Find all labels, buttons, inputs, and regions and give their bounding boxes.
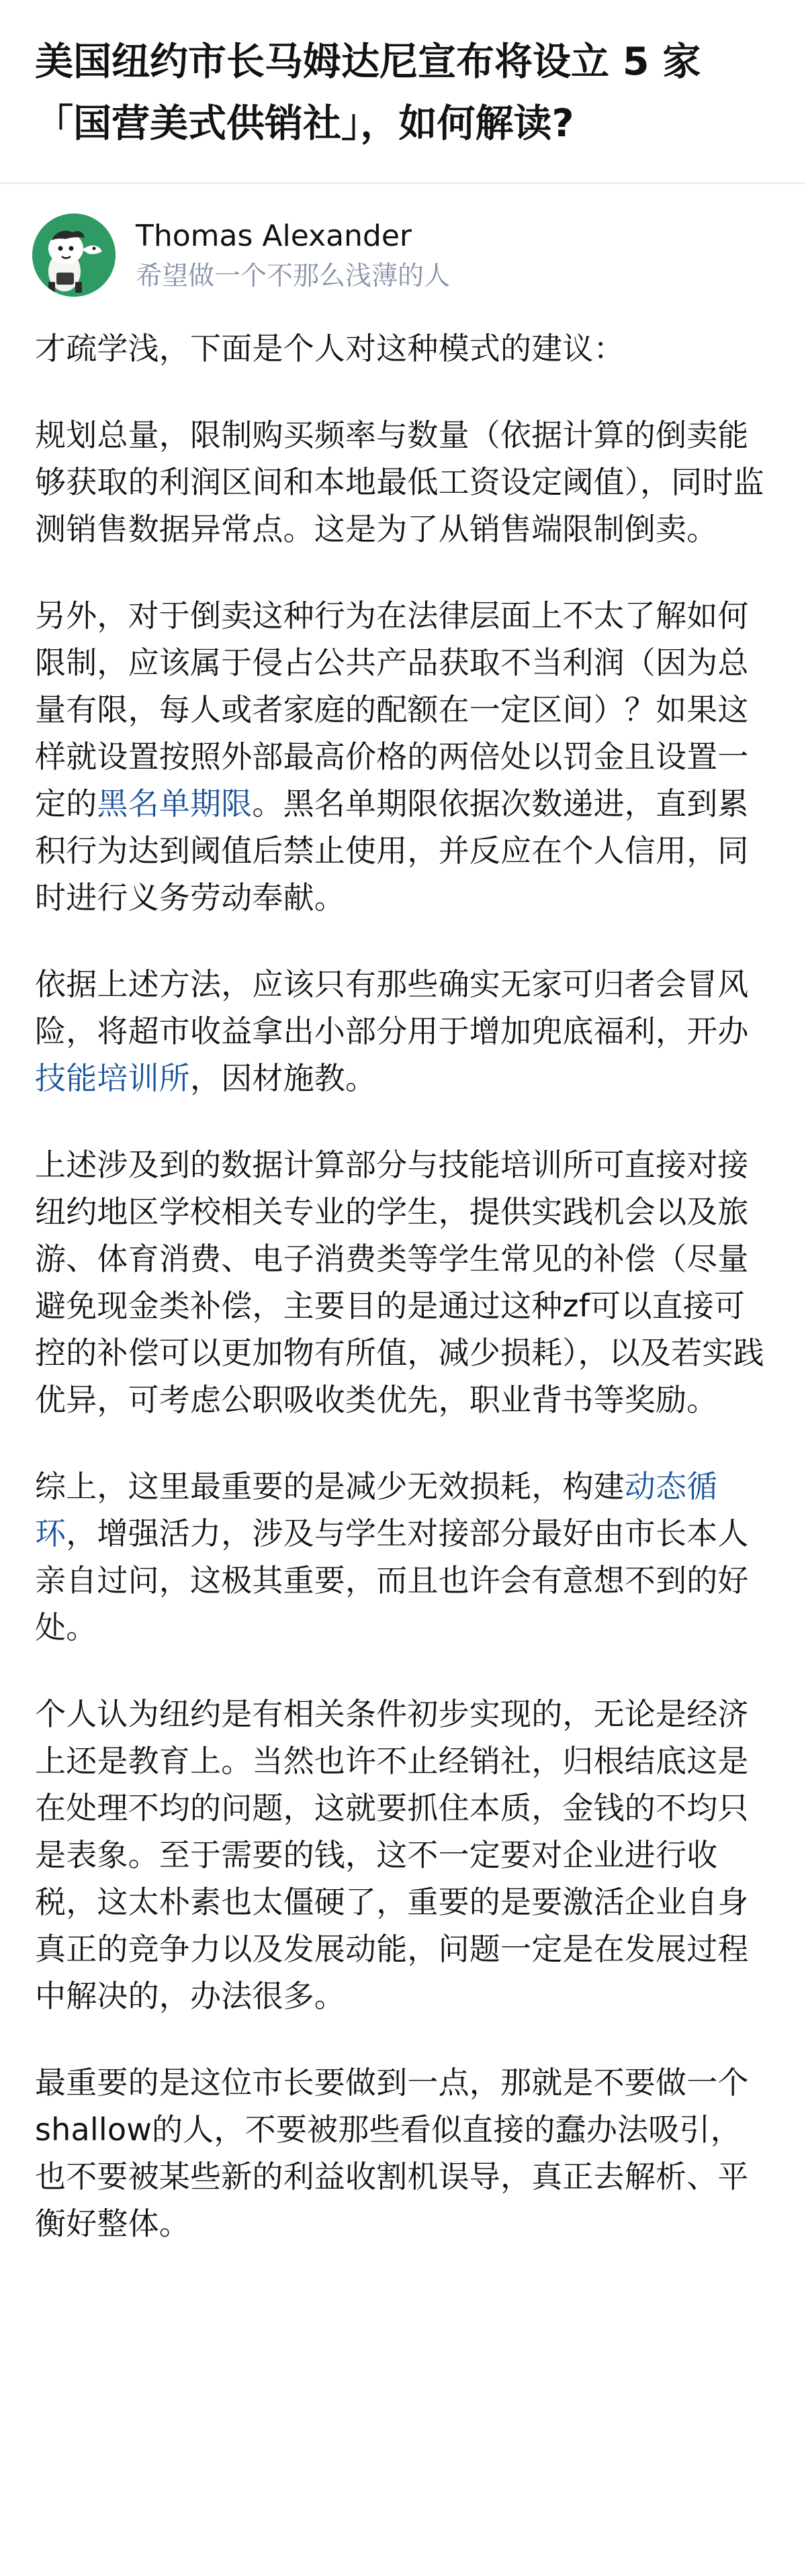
answer-paragraph-7: 个人认为纽约是有相关条件初步实现的，无论是经济上还是教育上。当然也许不止经销社，归根结底这是在处理不均的问题，这就要抓住本质，金钱的不均只是表象。至于需要的钱，这不一定要对企业进行收税，这太朴素也太僵硬了，重要的是要激活企业自身真正的竞争力以及发展动能，问题一定是在发展过程中解决的，办法很多。 [35, 1696, 749, 2014]
answer-paragraph-2: 规划总量，限制购买频率与数量（依据计算的倒卖能够获取的利润区间和本地最低工资设定阈值），同时监测销售数据异常点。这是为了从销售端限制倒卖。 [35, 417, 764, 547]
answer-paragraph-3 [35, 592, 772, 921]
training-center-link[interactable]: 技能培训所 [35, 1060, 190, 1096]
paragraph-text: 综上，这里最重要的是减少无效损耗，构建 [35, 1468, 625, 1505]
dynamic-cycle-link[interactable]: 动态循环 [35, 1468, 718, 1552]
question-header [0, 0, 806, 183]
answer-content [35, 325, 772, 2287]
paragraph-text: ，因材施教。 [190, 1060, 377, 1096]
cartoon-avatar-icon [32, 213, 116, 297]
answer-paragraph-8: 最重要的是这位市长要做到一点，那就是不要做一个shallow的人，不要被那些看似直接的蠢办法吸引，也不要被某些新的利益收割机误导，真正去解析、平衡好整体。 [35, 2064, 749, 2242]
paragraph-text: 另外，对于倒卖这种行为在法律层面上不太了解如何限制，应该属于侵占公共产品获取不当利润（因为总量有限，每人或者家庭的配额在一定区间）？如果这样就设置按照外部最高价格的两倍处以罚金且设置一定的 [35, 598, 749, 822]
avatar[interactable] [32, 213, 116, 297]
author-info [32, 213, 771, 301]
paragraph-text: 。黑名单期限依据次数递进，直到累积行为达到阈值后禁止使用，并反应在个人信用，同时进行义务劳动奉献。 [35, 785, 749, 916]
paragraph-text: 依据上述方法，应该只有那些确实无家可归者会冒风险，将超市收益拿出小部分用于增加兜底福利，开办 [35, 966, 749, 1049]
question-title[interactable]: 美国纽约市长马姆达尼宣布将设立 5 家「国营美式供销社」，如何解读? [35, 40, 701, 146]
answer-paragraph-5: 上述涉及到的数据计算部分与技能培训所可直接对接纽约地区学校相关专业的学生，提供实践机会以及旅游、体育消费、电子消费类等学生常见的补偿（尽量避免现金类补偿，主要目的是通过这种zf可以直接可控的补偿可以更加物有所值，减少损耗），以及若实践优异，可考虑公职吸收类优先，职业背书等奖励。 [35, 1147, 764, 1418]
answer-paragraph-1: 才疏学浅，下面是个人对这种模式的建议： [35, 330, 625, 367]
answer-paragraph-4 [35, 961, 772, 1102]
header-divider [0, 183, 806, 184]
blacklist-term-link[interactable]: 黑名单期限 [97, 785, 253, 822]
answer-paragraph-6 [35, 1463, 772, 1651]
author-name[interactable]: Thomas Alexander [136, 219, 412, 253]
paragraph-text: ，增强活力，涉及与学生对接部分最好由市长本人亲自过问，这极其重要，而且也许会有意想不到的好处。 [35, 1515, 749, 1645]
author-bio: 希望做一个不那么浅薄的人 [136, 261, 451, 291]
